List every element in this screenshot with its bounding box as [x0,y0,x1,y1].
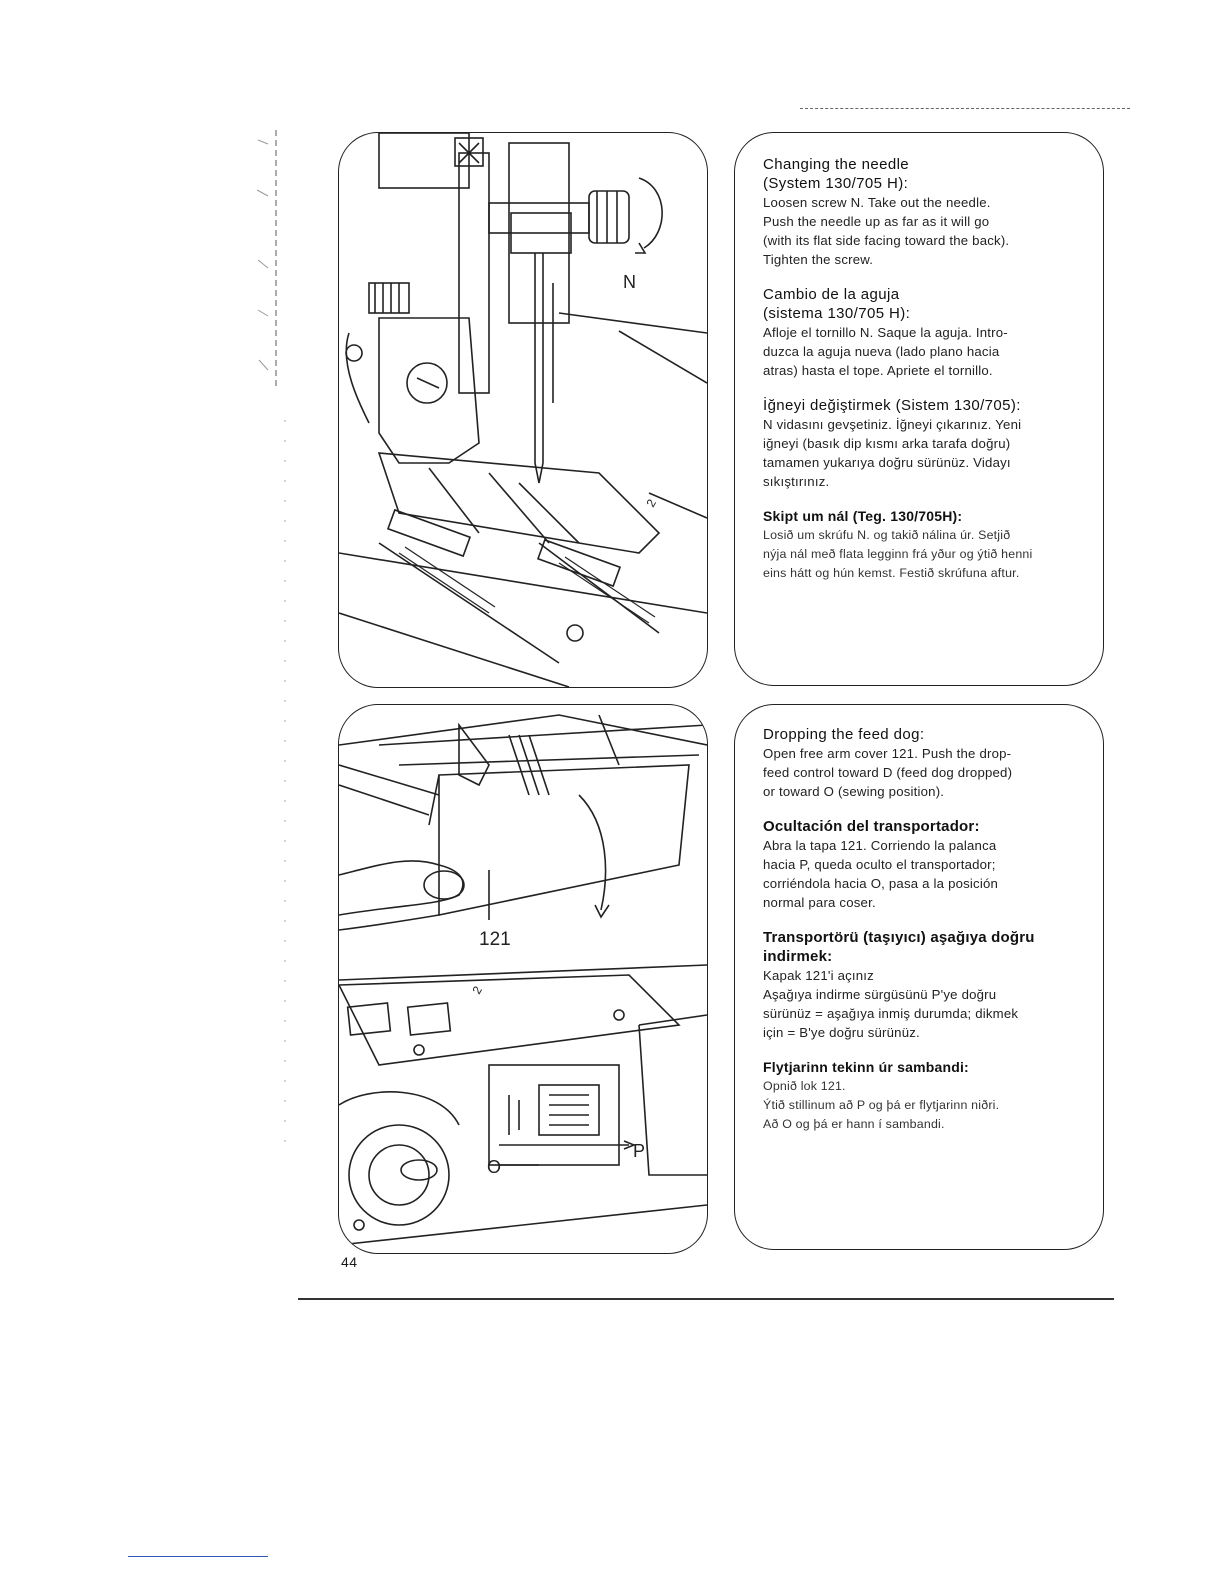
section-title: Transportörü (taşıyıcı) aşağıya doğru indirmek: [763,929,1035,965]
section-body: Abra la tapa 121. Corriendo la palanca hacia P, queda oculto el transportador; corriéndola hacia O, pasa a la posición normal para coser. [763,838,999,910]
section-body: Open free arm cover 121. Push the drop- feed control toward D (feed dog dropped) or toward O (sewing position). [763,746,1013,799]
bottom-page-rule [298,1298,1114,1300]
scan-margin-marks [254,130,284,390]
label-121: 121 [479,929,511,950]
feed-dog-illustration [338,704,708,1254]
needle-change-illustration [338,132,708,688]
top-scan-rule [800,108,1130,109]
section-body: Opnið lok 121. Ýtið stillinum að P og þá er flytjarinn niðri. Að O og þá er hann í sambandi. [763,1079,1000,1131]
section-title: Cambio de la aguja (sistema 130/705 H): [763,286,911,322]
label-2-bottom: 2 [469,983,485,997]
section-igneyi-tr [763,396,1085,491]
section-title: Ocultación del transportador: [763,818,980,835]
needle-change-drawing [339,133,707,687]
label-o: O [487,1157,502,1177]
feed-dog-instructions [734,704,1104,1250]
section-body: Losið um skrúfu N. og takið nálina úr. Setjið nýja nál með flata legginn frá yður og ýtið henni eins hátt og hún kemst. Festið skrúfuna aftur. [763,528,1033,580]
needle-change-instructions [734,132,1104,686]
label-n: N [623,272,636,292]
label-2-top: 2 [643,496,659,510]
section-cambio-aguja-es [763,285,1085,380]
section-title: Dropping the feed dog: [763,726,925,743]
section-dropping-feed-dog-en [763,725,1085,801]
section-body: Kapak 121'i açınız Aşağıya indirme sürgüsünü P'ye doğru sürünüz = aşağıya inmiş durumda; dikmek için = B'ye doğru sürünüz. [763,968,1019,1040]
section-title: İğneyi değiştirmek (Sistem 130/705): [763,397,1021,414]
feed-dog-drawing [339,705,707,1253]
section-body: N vidasını gevşetiniz. İğneyi çıkarınız. Yeni iğneyi (basık dip kısmı arka tarafa doğru) tamamen yukarıya doğru sürünüz. Vidayı sıkıştırınız. [763,417,1022,489]
section-flytjarinn-is [763,1058,1085,1134]
section-title: Changing the needle (System 130/705 H): [763,156,910,192]
section-title: Flytjarinn tekinn úr sambandi: [763,1059,969,1075]
section-skipt-um-nal-is [763,507,1085,583]
section-body: Loosen screw N. Take out the needle. Push the needle up as far as it will go (with its flat side facing toward the back). Tighten the screw. [763,195,1010,267]
scan-left-dots [280,420,290,1160]
section-transportoru-tr [763,928,1085,1042]
section-ocultacion-es [763,817,1085,912]
section-changing-needle-en [763,155,1085,269]
page-number: 44 [341,1254,358,1270]
section-title: Skipt um nál (Teg. 130/705H): [763,508,963,524]
footnote-rule [128,1556,268,1557]
section-body: Afloje el tornillo N. Saque la aguja. Intro- duzca la aguja nueva (lado plano hacia atras) hasta el tope. Apriete el tornillo. [763,325,1008,378]
label-p: P [633,1141,646,1161]
